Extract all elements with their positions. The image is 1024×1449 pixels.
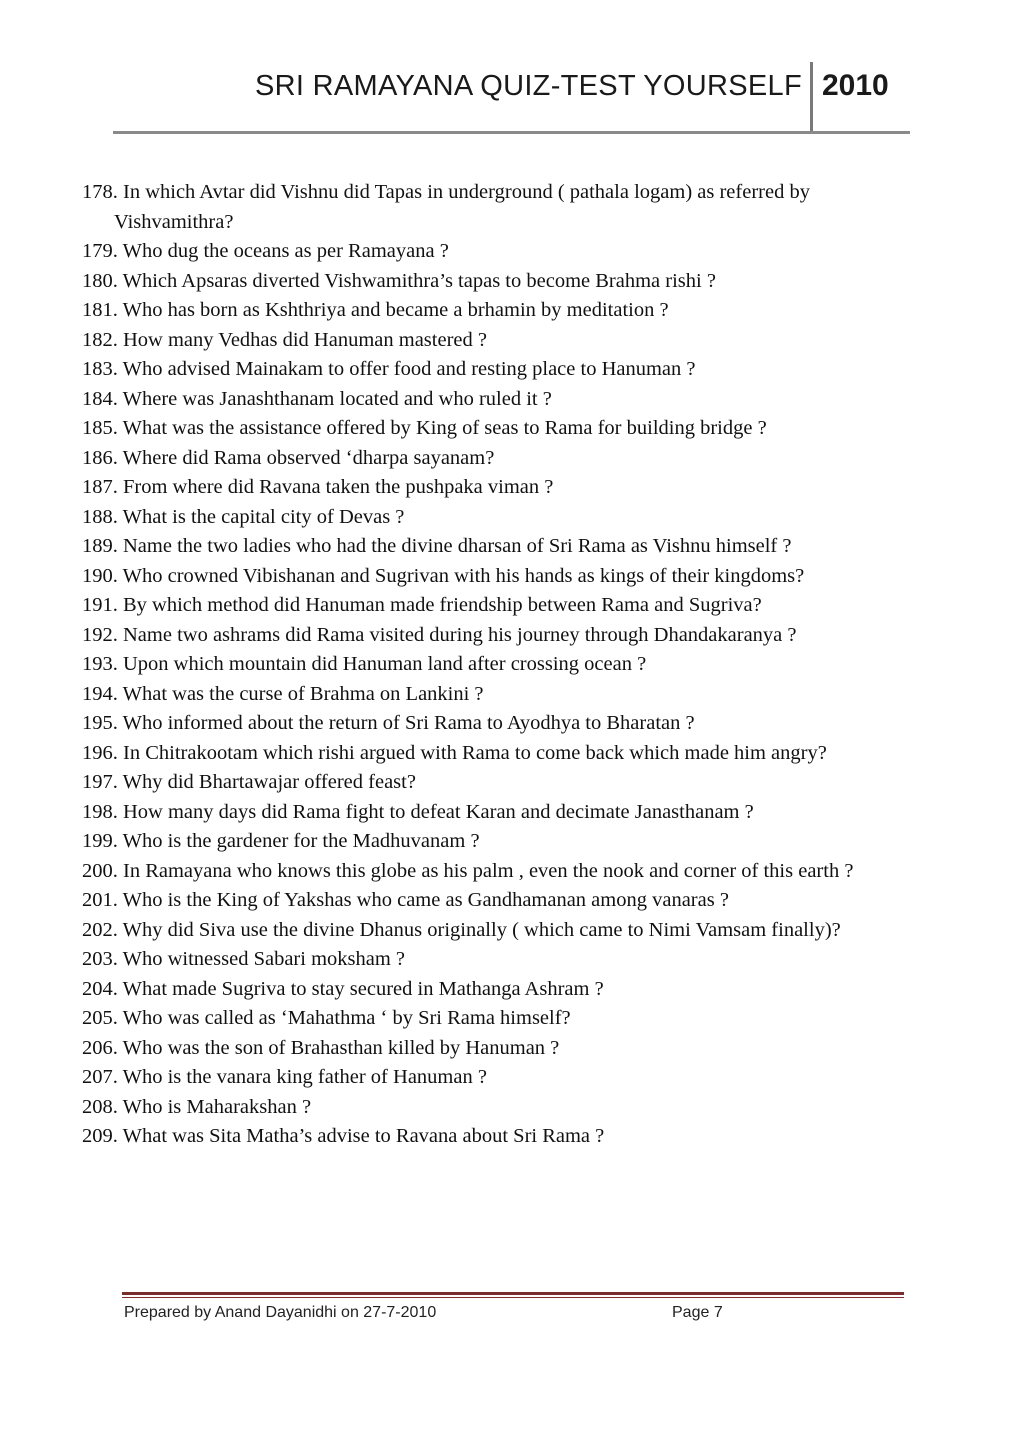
- question-item: 209. What was Sita Matha’s advise to Ravana about Sri Rama ?: [82, 1125, 605, 1147]
- question-item: 178. In which Avtar did Vishnu did Tapas in underground ( pathala logam) as referred by Vishvamithra?: [82, 181, 810, 233]
- footer-prepared-by: Prepared by Anand Dayanidhi on 27-7-2010: [124, 1304, 437, 1321]
- question-item: 197. Why did Bhartawajar offered feast?: [82, 771, 416, 793]
- header-rule: [113, 131, 910, 134]
- question-item: 182. How many Vedhas did Hanuman mastered ?: [82, 328, 487, 351]
- question-item: 199. Who is the gardener for the Madhuvanam ?: [82, 830, 480, 852]
- question-list: [82, 178, 912, 1152]
- question-item: 195. Who informed about the return of Sri Rama to Ayodhya to Bharatan ?: [82, 712, 695, 734]
- question-item: 187. From where did Ravana taken the pushpaka viman ?: [82, 476, 554, 498]
- question-item: 192. Name two ashrams did Rama visited during his journey through Dhandakaranya ?: [82, 623, 797, 646]
- question-item: 183. Who advised Mainakam to offer food and resting place to Hanuman ?: [82, 358, 696, 380]
- question-item: 200. In Ramayana who knows this globe as his palm , even the nook and corner of this earth ?: [82, 859, 854, 882]
- question-item: 194. What was the curse of Brahma on Lankini ?: [82, 682, 484, 705]
- question-item: 181. Who has born as Kshthriya and became a brhamin by meditation ?: [82, 299, 669, 321]
- question-item: 186. Where did Rama observed ‘dharpa sayanam?: [82, 446, 495, 469]
- question-item: 179. Who dug the oceans as per Ramayana ?: [82, 240, 449, 262]
- question-item: 189. Name the two ladies who had the divine dharsan of Sri Rama as Vishnu himself ?: [82, 535, 792, 557]
- question-item: 196. In Chitrakootam which rishi argued with Rama to come back which made him angry?: [82, 741, 827, 764]
- document-year: 2010: [822, 69, 889, 102]
- question-item: 201. Who is the King of Yakshas who came as Gandhamanan among vanaras ?: [82, 889, 729, 911]
- question-item: 208. Who is Maharakshan ?: [82, 1095, 312, 1118]
- header-divider: [810, 62, 813, 132]
- question-item: 206. Who was the son of Brahasthan killed by Hanuman ?: [82, 1036, 560, 1059]
- page-number: Page 7: [672, 1304, 723, 1321]
- page-header: [0, 62, 1024, 132]
- question-item: 185. What was the assistance offered by King of seas to Rama for building bridge ?: [82, 417, 767, 439]
- question-item: 191. By which method did Hanuman made friendship between Rama and Sugriva?: [82, 594, 762, 616]
- footer-rule-thin: [122, 1297, 904, 1298]
- question-item: 188. What is the capital city of Devas ?: [82, 505, 405, 528]
- question-item: 198. How many days did Rama fight to defeat Karan and decimate Janasthanam ?: [82, 800, 754, 823]
- question-item: 204. What made Sugriva to stay secured in Mathanga Ashram ?: [82, 977, 604, 1000]
- question-item: 180. Which Apsaras diverted Vishwamithra’s tapas to become Brahma rishi ?: [82, 269, 716, 292]
- question-item: 203. Who witnessed Sabari moksham ?: [82, 948, 406, 970]
- question-item: 205. Who was called as ‘Mahathma ‘ by Sri Rama himself?: [82, 1007, 571, 1029]
- footer-rule: [122, 1292, 904, 1295]
- document-title: SRI RAMAYANA QUIZ-TEST YOURSELF: [255, 70, 802, 102]
- question-item: 202. Why did Siva use the divine Dhanus originally ( which came to Nimi Vamsam finally)?: [82, 918, 841, 941]
- question-item: 190. Who crowned Vibishanan and Sugrivan with his hands as kings of their kingdoms?: [82, 564, 805, 587]
- question-item: 207. Who is the vanara king father of Hanuman ?: [82, 1066, 487, 1088]
- question-item: 184. Where was Janashthanam located and who ruled it ?: [82, 387, 552, 410]
- question-item: 193. Upon which mountain did Hanuman land after crossing ocean ?: [82, 653, 647, 675]
